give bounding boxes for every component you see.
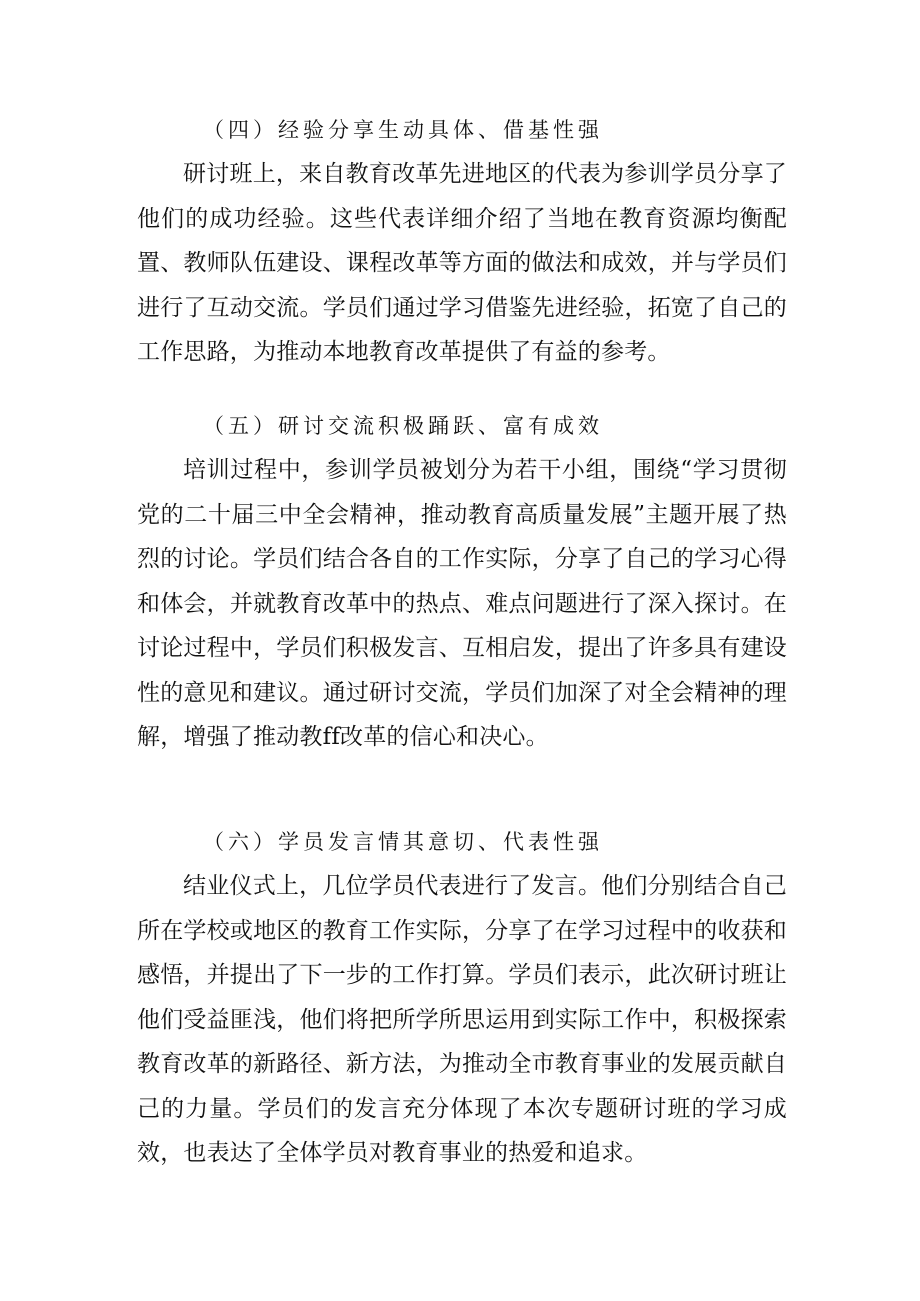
section-paragraph: 研讨班上，来自教育改革先进地区的代表为参训学员分享了他们的成功经验。这些代表详细介绍了当地在教育资源均衡配置、教师队伍建设、课程改革等方面的做法和成效，并与学员们进行了互动交流。学员们通过学习借鉴先进经验，拓宽了自己的工作思路，为推动本地教育改革提供了有益的参考。 bbox=[137, 161, 787, 365]
section-heading: （五）研讨交流积极踊跃、富有成效 bbox=[203, 414, 603, 438]
section-paragraph: 培训过程中，参训学员被划分为若干小组，围绕“学习贯彻党的二十届三中全会精神，推动教育高质量发展”主题开展了热烈的讨论。学员们结合各自的工作实际，分享了自己的学习心得和体会，并就教育改革中的热点、难点问题进行了深入探讨。在讨论过程中，学员们积极发言、互相启发，提出了许多具有建设性的意见和建议。通过研讨交流，学员们加深了对全会精神的理解，增强了推动教ff改革的信心和决心。 bbox=[137, 457, 787, 750]
section-4 bbox=[137, 108, 787, 376]
section-6 bbox=[137, 820, 787, 1176]
document-page bbox=[137, 108, 787, 1176]
section-paragraph: 结业仪式上，几位学员代表进行了发言。他们分别结合自己所在学校或地区的教育工作实际，分享了在学习过程中的收获和感悟，并提出了下一步的工作打算。学员们表示，此次研讨班让他们受益匪浅，他们将把所学所思运用到实际工作中，积极探索教育改革的新路径、新方法，为推动全市教育事业的发展贡献自己的力量。学员们的发言充分体现了本次专题研讨班的学习成效，也表达了全体学员对教育事业的热爱和追求。 bbox=[137, 873, 787, 1166]
section-heading: （六）学员发言情其意切、代表性强 bbox=[203, 830, 603, 854]
section-5 bbox=[137, 404, 787, 796]
section-heading: （四）经验分享生动具体、借基性强 bbox=[203, 118, 603, 142]
